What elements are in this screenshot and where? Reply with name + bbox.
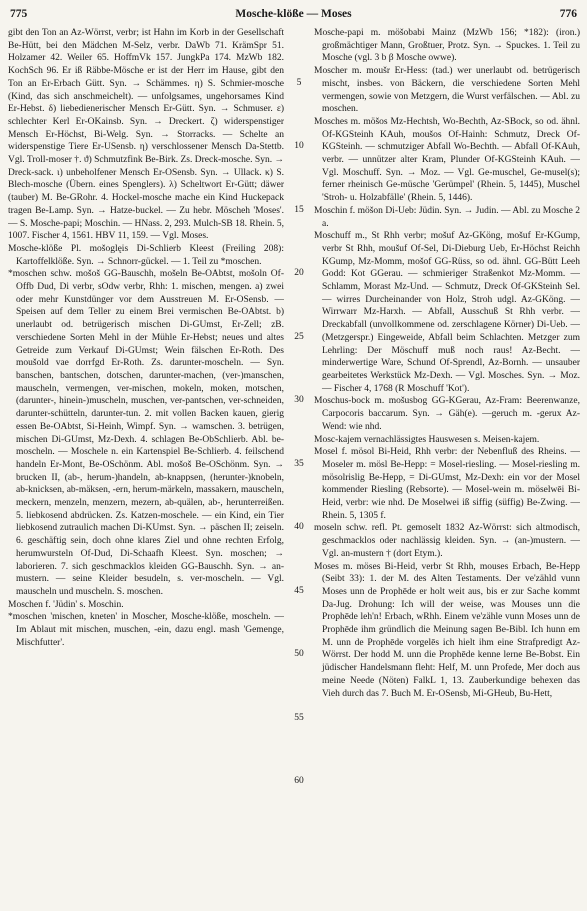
running-title: Mosche-klöße — Moses <box>235 8 352 20</box>
entry-paragraph: Moscher m. moušr Er-Hess: (tad.) wer unerlaubt od. betrügerisch mischt, insbes. von Bäckern, die verschiedene Sorten Mehl vermengen, sowie von Metzgern, die Wurst verfälschen. — Abl. zu moschen. <box>314 66 580 115</box>
line-number: 40 <box>294 522 304 532</box>
entry-paragraph: moseln schw. refl. Pt. gemoselt 1832 Az-Wörrst: sich altmodisch, geschmacklos oder nachlässig kleiden. Syn. → (an-)mustern. — Vgl. an-mustern † (dort Etym.). <box>314 523 580 559</box>
right-column <box>314 27 580 905</box>
line-number: 20 <box>294 268 304 278</box>
entry-paragraph: Moschen f. 'Jüdin' s. Moschin. <box>8 599 124 610</box>
line-number: 25 <box>294 332 304 342</box>
entry-paragraph: Moschin f. möšon Di-Ueb: Jüdin. Syn. → Judin. — Abl. zu Mosche 2 a. <box>314 205 580 229</box>
line-number: 10 <box>294 141 304 151</box>
line-number: 35 <box>294 459 304 469</box>
line-number: 60 <box>294 776 304 786</box>
line-number: 55 <box>294 713 304 723</box>
line-number: 50 <box>294 649 304 659</box>
left-column <box>8 27 284 905</box>
line-number-gutter <box>287 27 311 905</box>
entry-paragraph: Moschus-bock m. mošusbog GG-KGerau, Az-Fram: Beerenwanze, Carpocoris baccarum. Syn. → Gäh(e). —geruch m. -gerux Az-Wend: wie nhd. <box>314 396 580 432</box>
page-header <box>0 8 587 24</box>
entry-paragraph: Mosche-papi m. möšobabi Mainz (MzWb 156; *182): (iron.) großmächtiger Mann, Großtuer, Protz. Syn. → Spuckes. 1. Teil zu Mosche (vgl. 3 b β Mosche owwe). <box>314 28 580 64</box>
line-number: 30 <box>294 395 304 405</box>
line-number: 45 <box>294 586 304 596</box>
entry-paragraph: Mosches m. möšos Mz-Hechtsh, Wo-Bechth, Az-SBock, so od. ähnl. Of-KGSteinh KAuh, moušos Of-Hainh: Schmutz, Dreck Of-KGSteinh. — schmutziger Abfall Wo-Bechth. — Abfall Of-KAuh, verbr. — unnützer alter Kram, Plunder Of-KGSteinh KAuh. — Vgl. Moschuff. Syn. → Moz. — Vgl. Ge-muschel, Ge-musel(s); ferner rheinisch Ge-müsche 'Gerümpel' (Rhein. 5, 1445), Muschel 'Stroh- u. Holzabfälle' (Rhein. 5, 1446). <box>314 116 580 204</box>
entry-paragraph: Mosel f. mösol Bi-Heid, Rhh verbr: der Nebenfluß des Rheins. — Moseler m. mösl Be-Hepp: = Mosel-riesling. — Mosel-riesling m. mösolrislig Be-Hepp, = Di-GUmst, Mz-Dexh: ein vor der Mosel kommender Riesling (Rebsorte). — Mosel-wein m. möselwēi Bi-Heid, verbr: wie nhd. De Moselwei iß siffig (süffig) Be-Zwing. — Rhein. 5, 1305 f. <box>314 447 580 521</box>
entry-paragraph: Mosche-klöße Pl. mošoglęis Di-Schlierb Kleest (Freiling 208): Kartoffelklöße. Syn. → Schnorr-gückel. — 1. Teil zu *moschen. <box>8 243 284 267</box>
line-number: 5 <box>296 78 302 88</box>
entry-paragraph: Mosc-kajem vernachlässigtes Hauswesen s. Meisen-kajem. <box>314 434 540 445</box>
entry-paragraph: gibt den Ton an Az-Wörrst, verbr; ist Hahn im Korb in der Gesellschaft Be-Hütt, bei den Mädchen M-Selz, verbr. DaWb 71. KrämSpr 51. Holzamer 42. Weiler 65. HoffmVk 157. JungkPa 174. MzWb 182. KochSch 96. Er iß Räbbe-Mösche er ist der Herr im Hause, gibt den Ton an Er-Erbach Gütt. Syn. → Schämmes. η) S. Schmier-mosche (Kind, das sich anschmeichelt). — unfolgsames, ungehorsames Kind Er-Hebst. δ) liebedienerischer Mensch Er-Gütt. Syn. → Schmuser. ε) schlechter Kerl Er-OKainsb. Syn. → Dreckert. ζ) widerspenstiger Mensch Er-Höchst, Bi-Welg. Syn. → Storracks. — Schelte an widerspenstige Tiere Er-USensb. η) verschlossener Mensch Da-Stettb. Vgl. Troll-moser †. ϑ) Schmutzfink Be-Birk. Zs. Dreck-mosche. Syn. → Dreck-sack. ι) unbeholfener Mensch Er-OSensb. Syn. → Ullack. κ) S. Blech-mosche (Übern. eines Spenglers). λ) Scheltwort Er-Gütt; däwer (tauber) M. Be-GRohr. 4. Hockel-mosche mache ein Kind Huckepack tragen Be-Lamp. Syn. → Hatze-buckel. — Zu hebr. Möscheh 'Moses'. — S. Mosche-papi; Moschin. — HNass. 2, 293. Mulch-SB 18. Rhein. 5, 1007. Fischer 4, 1561. HBV 11, 159. — Vgl. Moses. <box>8 28 284 242</box>
entry-paragraph: *moschen schw. mošoš GG-Bauschh, mošeln Be-OAbtst, mošoln Of-Offb Dud, Di verbr, sOdw verbr, Rhh: 1. mischen, mengen. a) zwei oder mehr Kunstdünger vor dem Ausstreuen M. Er-OSensb. — Speisen auf dem Teller zu einem Brei vermischen Be-OAbtst. b) unerlaubt od. betrügerisch mischen Di-GUmst, Er-Zell; zB. verschiedene Sorten Mehl in der Mühle Er-Hebst; neues und altes Getreide zum Verkauf Di-GUmst; Wein fälschen Er-Roth. Des moušold vae dorrfgd Er-Roth. Zs. darunter-moscheln. — Syn. banschen, bantschen, dotschen, darunter-machen, (ver-)manschen, mauscheln, vermengen, ver-mischen, mokeln, moken, motschen, (darunter-, hinein-)muscheln, muschen, ver-pantschen, ver-schneiden, darunter-schütteln, darunter-tun. 2. mit vollen Backen kauen, gierig essen Be-OAbtst, Si-Heinh, Wimpf. Syn. → wamschen. 3. betrügen, mischen Di-GUmst, Mz-Dexh. 4. schlagen Be-ObSchlierb. Abl. be-moscheln. — Moschele n. ein Kartenspiel Be-Schlierb. 4. feilschend handeln Er-Mont, Be-OSchönm. Abl. mošoš Be-OSchönm. Syn. → brucken II, (ab-, herum-)handeln, ab-knappsen, (herunter-)knobeln, ab-knicksen, ab-mäksen, -ern, herum-märkeln, massakern, mauscheln, meckern, menzeln, menzern, mezern, ab-quälen, ab-, herunterreißen. 5. liebkosend abdrücken. Zs. Katzen-moschele. — ein Kind, ein Tier liebkosend zutraulich machen Di-KUmst. Syn. → päschen II; zeiseln. 6. geschäftig sein, doch ohne klares Ziel und ohne rechten Erfolg, herumwursteln Of-Dud, Di-Schaafh Kleest. Syn. moschen; → laborieren. 7. sich geschmacklos kleiden GG-Bauschh. Syn. → an-mustern. — seine Kleider besudeln, s. ver-moscheln. — Vgl. mauscheln und muscheln. S. moschen. <box>8 269 284 597</box>
page-number-right: 776 <box>559 8 577 20</box>
entry-paragraph: *moschen 'mischen, kneten' in Moscher, Mosche-klöße, moscheln. — Im Ablaut mit mischen, muschen, -ein, dazu engl. mash 'Gemenge, Mischfutter'. <box>8 612 284 648</box>
entry-paragraph: Moschuff m., St Rhh verbr; mošuf Az-GKöng, mošuf Er-KGump, verbr St Rhh, moušuf Of-Sel, Di-Dieburg Ueb, Er-Höchst Reichh KGump, Mz-Momm, mošof GG-Rüss, so od. ähnl. GG-Bütt Leeh Godd: Kot GGerau. — schmieriger Straßenkot Mz-Momm. — Schlamm, Morast Mz-Und. — Schmutz, Dreck Of-GKSteinh Sel. — wirres Durcheinander von Holz, Stroh udgl. Az-GKöng. — Wirrwarr Mz-Harxh. — Abfall, Ausschuß St Rhh verbr. — Dreckabfall (unvollkommene od. zerschlagene Körner) Di-Ueb. — (Metzgerspr.) Eingeweide, Abfall beim Schlachten. Metzger zum Lehrling: Der Möschuff muß noch raus! Az-Becht. — minderwertige Ware, Schund Of-Sprendl, Az-Bornh. — unsauber gearbeitetes Werkstück Mz-Dexh. — Vgl. Mosches. Syn. → Moz. — Fischer 4, 1768 (R Moschuff 'Kot'). <box>314 231 580 394</box>
entry-paragraph: Moses m. möses Bi-Heid, verbr St Rhh, mouses Erbach, Be-Hepp (Seibt 33): 1. der M. des Alten Testaments. Der ve'zähld vunn Moses unn de Prophēde er holt weit aus, bis er zur Sache kommt Da-Jug. Drohung: Ich will der weise, was Mouses unn die Prophēde leh'n! Erbach, wRhh. Einem ve'zähle vunn Moses unn de Prophēde ihm gründlich die Meinung sagen Be-Bibl. Ich hunn em M. unn de Prophēde vorgelēs ich hielt ihm eine Strafpredigt Az-Wörrst. Der hodd M. unn die Prophēde kenne lerne Be-Bobst. Ein jüdischer Handelsmann fleht: Helf, M. unn Profede, Mer doch aus meine Neede (Nöten) FalkL 1, 13. Zauberkundige behexen das Vieh durch das 7. Buch M. Er-OSensb, Mi-GHeub, Bu-Hett, <box>314 561 580 699</box>
line-number: 15 <box>294 205 304 215</box>
page-number-left: 775 <box>10 8 28 20</box>
